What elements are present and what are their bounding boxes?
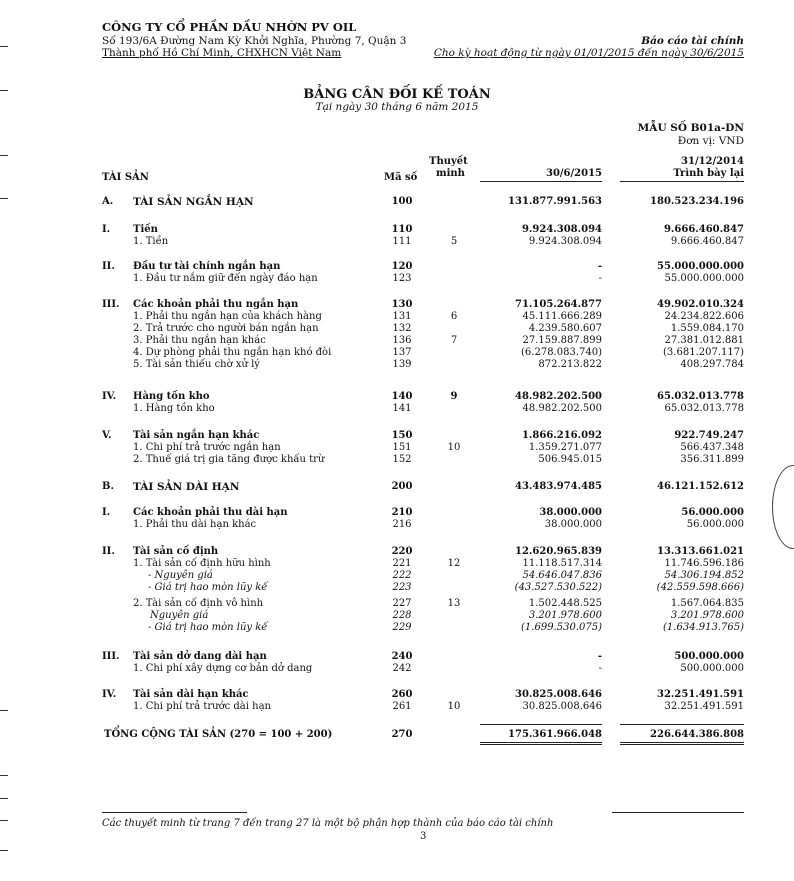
row-index: I. [102, 224, 111, 235]
row-index: I. [102, 507, 111, 518]
row-code: 132 [392, 323, 412, 334]
row-code: 136 [392, 335, 412, 346]
row-code: 152 [392, 454, 412, 465]
col-note-line1: Thuyết [429, 156, 468, 167]
col-code: Mã số [384, 172, 418, 183]
row-label: - Giá trị hao mòn lũy kế [148, 582, 268, 593]
row-code: 242 [392, 663, 412, 674]
table-row [0, 622, 794, 634]
row-index: II. [102, 546, 115, 557]
table-row [0, 689, 794, 701]
row-label: 1. Phải thu ngắn hạn của khách hàng [133, 311, 322, 322]
table-row [0, 454, 794, 466]
row-note: 10 [447, 442, 461, 453]
total-rule-bottom-2b [620, 744, 744, 745]
currency-unit: Đơn vị: VND [677, 135, 744, 147]
row-value-2014: 1.567.064.835 [670, 598, 744, 609]
col-note-line2: minh [436, 168, 465, 179]
total-row [0, 729, 794, 741]
row-code: 221 [392, 558, 412, 569]
row-index: IV. [102, 689, 117, 700]
company-address: Số 193/6A Đường Nam Kỳ Khởi Nghĩa, Phường 7, Quận 3 [102, 35, 407, 47]
row-label: 4. Dự phòng phải thu ngắn hạn khó đòi [133, 347, 332, 358]
row-label: 1. Tài sản cố định hữu hình [133, 558, 271, 569]
table-row [0, 598, 794, 610]
row-value-2014: 356.311.899 [680, 454, 744, 465]
row-value-2014: 180.523.234.196 [650, 196, 744, 207]
footer-rule-right [612, 812, 744, 813]
row-label: - Nguyên giá [148, 570, 213, 581]
row-label: Các khoản phải thu ngắn hạn [133, 299, 299, 310]
row-value-2014: 49.902.010.324 [657, 299, 744, 310]
row-value-2014: 500.000.000 [680, 663, 744, 674]
row-code: 260 [391, 689, 413, 700]
row-value-2014: (42.559.598.666) [656, 582, 744, 593]
total-label: TỔNG CỘNG TÀI SẢN (270 = 100 + 200) [104, 729, 333, 740]
row-label: 2. Trả trước cho người bán ngắn hạn [133, 323, 319, 334]
row-code: 210 [391, 507, 413, 518]
row-code: 229 [392, 622, 412, 633]
row-value-2014: 9.666.460.847 [663, 224, 744, 235]
row-code: 220 [391, 546, 413, 557]
row-value-2015: - [598, 273, 602, 284]
footer-rule-left [102, 812, 247, 813]
row-index: III. [102, 651, 120, 662]
row-value-2014: 566.437.348 [680, 442, 744, 453]
row-code: 216 [392, 519, 412, 530]
page-title: BẢNG CÂN ĐỐI KẾ TOÁN [303, 87, 491, 102]
row-label: 1. Tiền [133, 236, 169, 247]
row-value-2015: 43.483.974.485 [515, 481, 602, 492]
company-city: Thành phố Hồ Chí Minh, CHXHCN Việt Nam [102, 47, 342, 59]
row-value-2015: 38.000.000 [539, 507, 602, 518]
row-value-2015: 71.105.264.877 [515, 299, 602, 310]
row-value-2014: 56.000.000 [681, 507, 744, 518]
table-row [0, 311, 794, 323]
row-value-2015: 1.866.216.092 [521, 430, 602, 441]
table-row [0, 196, 794, 208]
row-label: 1. Hàng tồn kho [133, 403, 215, 414]
row-label: 1. Chi phí xây dựng cơ bản dở dang [133, 663, 313, 674]
table-row [0, 558, 794, 570]
total-rule-bottom-1b [480, 744, 602, 745]
row-value-2015: 1.359.271.077 [528, 442, 602, 453]
report-type: Báo cáo tài chính [641, 35, 744, 47]
row-value-2015: (43.527.530.522) [514, 582, 602, 593]
row-value-2014: 27.381.012.881 [664, 335, 744, 346]
header-rule-1 [480, 181, 602, 182]
table-row [0, 663, 794, 675]
row-label: 1. Chi phí trả trước dài hạn [133, 701, 271, 712]
table-row [0, 507, 794, 519]
row-code: 228 [392, 610, 412, 621]
row-code: 151 [392, 442, 412, 453]
table-row [0, 701, 794, 713]
row-code: 139 [392, 359, 412, 370]
row-value-2014: 65.032.013.778 [664, 403, 744, 414]
table-row [0, 224, 794, 236]
row-value-2015: 45.111.666.289 [522, 311, 602, 322]
row-code: 140 [391, 391, 413, 402]
col-prior-date: 31/12/2014 [681, 156, 744, 167]
row-label: Nguyên giá [150, 610, 209, 621]
row-note: 9 [450, 391, 458, 402]
row-label: 1. Đầu tư nắm giữ đến ngày đáo hạn [133, 273, 318, 284]
row-code: 150 [391, 430, 413, 441]
row-note: 5 [450, 236, 458, 247]
row-value-2015: (6.278.083.740) [521, 347, 602, 358]
row-value-2014: 32.251.491.591 [657, 689, 744, 700]
row-code: 261 [392, 701, 412, 712]
table-row [0, 299, 794, 311]
row-value-2015: 38.000.000 [544, 519, 602, 530]
form-code: MẪU SỐ B01a-DN [637, 122, 744, 134]
table-row [0, 403, 794, 415]
row-label: Tài sản ngắn hạn khác [133, 430, 260, 441]
total-value-2015: 175.361.966.048 [508, 729, 602, 740]
row-value-2015: 30.825.008.646 [522, 701, 602, 712]
total-rule-top-1 [480, 724, 602, 725]
row-code: 111 [392, 236, 412, 247]
row-value-2015: - [597, 261, 602, 272]
row-label: Tài sản cố định [133, 546, 219, 557]
table-row [0, 570, 794, 582]
page-number: 3 [420, 831, 427, 842]
row-code: 130 [391, 299, 413, 310]
row-value-2015: 48.982.202.500 [522, 403, 602, 414]
row-code: 120 [391, 261, 413, 272]
header-rule-2 [620, 181, 744, 182]
row-value-2015: (1.699.530.075) [521, 622, 602, 633]
row-code: 137 [392, 347, 412, 358]
row-value-2015: 30.825.008.646 [515, 689, 602, 700]
row-label: Tiền [133, 224, 158, 235]
row-label: - Giá trị hao mòn lũy kế [148, 622, 268, 633]
row-label: 2. Tài sản cố định vô hình [133, 598, 264, 609]
row-value-2014: 1.559.084.170 [670, 323, 744, 334]
row-code: 100 [391, 196, 413, 207]
row-label: 3. Phải thu ngắn hạn khác [133, 335, 266, 346]
row-label: 1. Chi phí trả trước ngắn hạn [133, 442, 281, 453]
row-value-2014: 13.313.661.021 [657, 546, 744, 557]
margin-mark [0, 46, 8, 47]
row-index: IV. [102, 391, 117, 402]
row-value-2015: 11.118.517.314 [522, 558, 602, 569]
row-value-2015: 3.201.978.600 [528, 610, 602, 621]
row-label: Hàng tồn kho [133, 391, 210, 402]
row-label: TÀI SẢN DÀI HẠN [133, 481, 240, 493]
row-label: Đầu tư tài chính ngắn hạn [133, 261, 281, 272]
row-value-2014: 65.032.013.778 [657, 391, 744, 402]
row-value-2014: 56.000.000 [686, 519, 744, 530]
col-period-end: 30/6/2015 [545, 168, 602, 179]
total-code: 270 [391, 729, 413, 740]
row-code: 200 [391, 481, 413, 492]
margin-mark [0, 155, 8, 156]
row-index: V. [102, 430, 112, 441]
row-value-2014: (1.634.913.765) [663, 622, 744, 633]
row-value-2014: 408.297.784 [680, 359, 744, 370]
col-assets: TÀI SẢN [102, 172, 149, 183]
margin-mark [0, 198, 8, 199]
row-code: 110 [391, 224, 413, 235]
table-row [0, 261, 794, 273]
margin-mark [0, 850, 8, 851]
row-value-2015: 9.924.308.094 [521, 224, 602, 235]
row-value-2014: 922.749.247 [674, 430, 744, 441]
row-label: Tài sản dở dang dài hạn [133, 651, 267, 662]
row-index: III. [102, 299, 120, 310]
row-code: 223 [392, 582, 412, 593]
table-row [0, 481, 794, 493]
row-code: 240 [391, 651, 413, 662]
footer-note: Các thuyết minh từ trang 7 đến trang 27 là một bộ phận hợp thành của báo cáo tài chính [102, 818, 554, 829]
row-value-2014: 500.000.000 [674, 651, 744, 662]
row-value-2014: 54.306.194.852 [664, 570, 744, 581]
row-value-2014: 32.251.491.591 [664, 701, 744, 712]
row-value-2014: 24.234.822.606 [664, 311, 744, 322]
table-row [0, 430, 794, 442]
company-name: CÔNG TY CỔ PHẦN DẦU NHỜN PV OIL [102, 20, 357, 34]
row-code: 227 [392, 598, 412, 609]
row-code: 141 [392, 403, 412, 414]
table-row [0, 651, 794, 663]
row-index: B. [102, 481, 114, 492]
row-value-2015: 131.877.991.563 [508, 196, 602, 207]
row-index: A. [102, 196, 114, 207]
margin-mark [0, 798, 8, 799]
col-prior-note: Trình bày lại [673, 168, 744, 179]
table-row [0, 582, 794, 594]
page-subtitle: Tại ngày 30 tháng 6 năm 2015 [315, 101, 479, 113]
total-rule-bottom-1a [480, 742, 602, 743]
total-rule-top-2 [620, 724, 744, 725]
row-note: 6 [450, 311, 458, 322]
company-stamp [772, 465, 794, 549]
table-row [0, 546, 794, 558]
row-value-2015: 27.159.887.899 [522, 335, 602, 346]
row-value-2015: - [597, 651, 602, 662]
row-label: 5. Tài sản thiếu chờ xử lý [133, 359, 260, 370]
row-label: Các khoản phải thu dài hạn [133, 507, 288, 518]
table-row [0, 359, 794, 371]
row-index: II. [102, 261, 115, 272]
table-row [0, 391, 794, 403]
row-code: 222 [392, 570, 412, 581]
row-value-2014: (3.681.207.117) [663, 347, 744, 358]
row-value-2015: 506.945.015 [538, 454, 602, 465]
row-value-2015: 1.502.448.525 [528, 598, 602, 609]
row-value-2015: 54.646.047.836 [522, 570, 602, 581]
row-code: 131 [392, 311, 412, 322]
row-note: 13 [447, 598, 461, 609]
total-rule-bottom-2a [620, 742, 744, 743]
row-value-2014: 46.121.152.612 [657, 481, 744, 492]
row-note: 12 [447, 558, 461, 569]
row-label: TÀI SẢN NGẮN HẠN [133, 196, 254, 208]
row-value-2014: 55.000.000.000 [657, 261, 744, 272]
row-value-2014: 11.746.596.186 [664, 558, 744, 569]
table-row [0, 610, 794, 622]
report-period: Cho kỳ hoạt động từ ngày 01/01/2015 đến ngày 30/6/2015 [433, 47, 744, 59]
row-note: 10 [447, 701, 461, 712]
row-value-2014: 55.000.000.000 [664, 273, 744, 284]
margin-mark [0, 710, 8, 711]
row-value-2015: 48.982.202.500 [515, 391, 602, 402]
table-row [0, 347, 794, 359]
table-row [0, 323, 794, 335]
row-label: Tài sản dài hạn khác [133, 689, 249, 700]
margin-mark [0, 820, 8, 821]
total-value-2014: 226.644.386.808 [650, 729, 744, 740]
table-row [0, 335, 794, 347]
row-value-2015: 4.239.580.607 [528, 323, 602, 334]
table-row [0, 519, 794, 531]
row-value-2015: 872.213.822 [538, 359, 602, 370]
table-row [0, 442, 794, 454]
row-value-2015: - [598, 663, 602, 674]
row-label: 2. Thuế giá trị gia tăng được khấu trừ [133, 454, 325, 465]
row-value-2015: 9.924.308.094 [528, 236, 602, 247]
margin-mark [0, 775, 8, 776]
row-note: 7 [450, 335, 458, 346]
row-value-2015: 12.620.965.839 [515, 546, 602, 557]
row-value-2014: 9.666.460.847 [670, 236, 744, 247]
table-row [0, 236, 794, 248]
margin-mark [0, 90, 8, 91]
row-code: 123 [392, 273, 412, 284]
row-value-2014: 3.201.978.600 [670, 610, 744, 621]
table-row [0, 273, 794, 285]
row-label: 1. Phải thu dài hạn khác [133, 519, 257, 530]
